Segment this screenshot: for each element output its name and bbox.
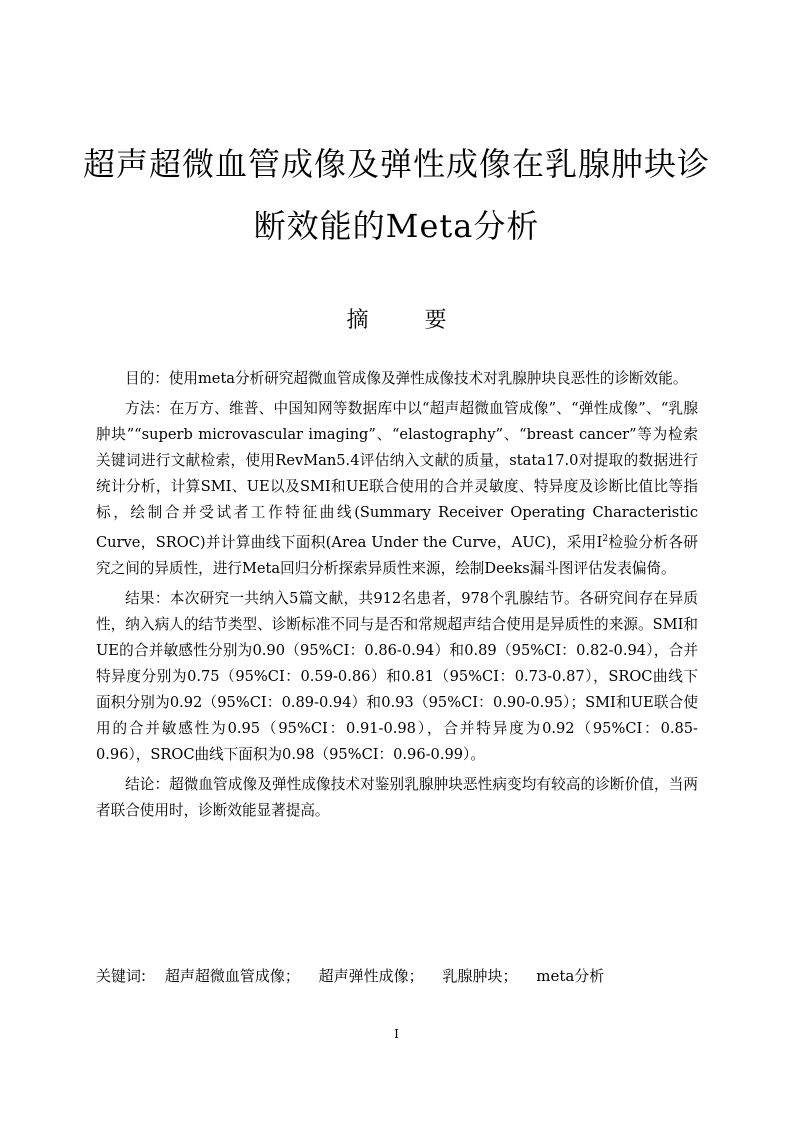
keyword-item: 超声超微血管成像； bbox=[164, 967, 300, 985]
methods-paragraph bbox=[96, 396, 698, 582]
abstract-body bbox=[96, 366, 698, 828]
methods-superscript: 2 bbox=[602, 534, 609, 544]
abstract-heading-char-1: 摘 bbox=[346, 308, 369, 333]
results-paragraph: 结果：本次研究一共纳入5篇文献，共912名患者，978个乳腺结节。各研究间存在异质性，纳入病人的结节类型、诊断标准不同与是否和常规超声结合使用是异质性的来源。SMI和UE的合并敏感性分别为0.90（95%CI：0.86-0.94）和0.89（95%CI：0.82-0.94），合并特异度分别为0.75（95%CI：0.59-0.86）和0.81（95%CI：0.73-0.87），SROC曲线下面积分别为0.92（95%CI：0.89-0.94）和0.93（95%CI：0.90-0.95）；SMI和UE联合使用的合并敏感性为0.95（95%CI：0.91-0.98），合并特异度为0.92（95%CI：0.85-0.96），SROC曲线下面积为0.98（95%CI：0.96-0.99）。 bbox=[96, 589, 698, 763]
conclusion-paragraph: 结论：超微血管成像及弹性成像技术对鉴别乳腺肿块恶性病变均有较高的诊断价值，当两者联合使用时，诊断效能显著提高。 bbox=[96, 775, 698, 819]
title-line-1: 超声超微血管成像及弹性成像在乳腺肿块诊 bbox=[82, 145, 710, 183]
methods-text-2: 检验分析各研究之间的异质性，进行Meta回归分析探索异质性来源，绘制Deeks漏斗图评估发表偏倚。 bbox=[96, 533, 698, 577]
keyword-item: meta分析 bbox=[536, 967, 605, 985]
page-number: I bbox=[394, 1027, 399, 1041]
keywords-line bbox=[96, 962, 698, 990]
abstract-heading-char-2: 要 bbox=[424, 308, 447, 333]
methods-text-1: 方法：在万方、维普、中国知网等数据库中以“超声超微血管成像”、“弹性成像”、“乳腺肿块”“superb microvascular imaging”、“elastography”、“breast cancer”等为检索关键词进行文献检索，使用RevMan5.4评估纳入文献的质量，stata17.0对提取的数据进行统计分析，计算SMI、UE以及SMI和UE联合使用的合并灵敏度、特异度及诊断比值比等指标，绘制合并受试者工作特征曲线(Summary Receiver Operating Characteristic Curve，SROC)并计算曲线下面积(Area Under the Curve，AUC)，采用I bbox=[96, 400, 698, 551]
objective-paragraph: 目的：使用meta分析研究超微血管成像及弹性成像技术对乳腺肿块良恶性的诊断效能。 bbox=[125, 370, 688, 387]
keyword-item: 乳腺肿块； bbox=[442, 967, 518, 985]
title-line-2: 断效能的Meta分析 bbox=[253, 207, 540, 245]
keyword-item: 超声弹性成像； bbox=[318, 967, 424, 985]
abstract-heading bbox=[0, 306, 793, 336]
keywords-label: 关键词: bbox=[96, 967, 147, 985]
